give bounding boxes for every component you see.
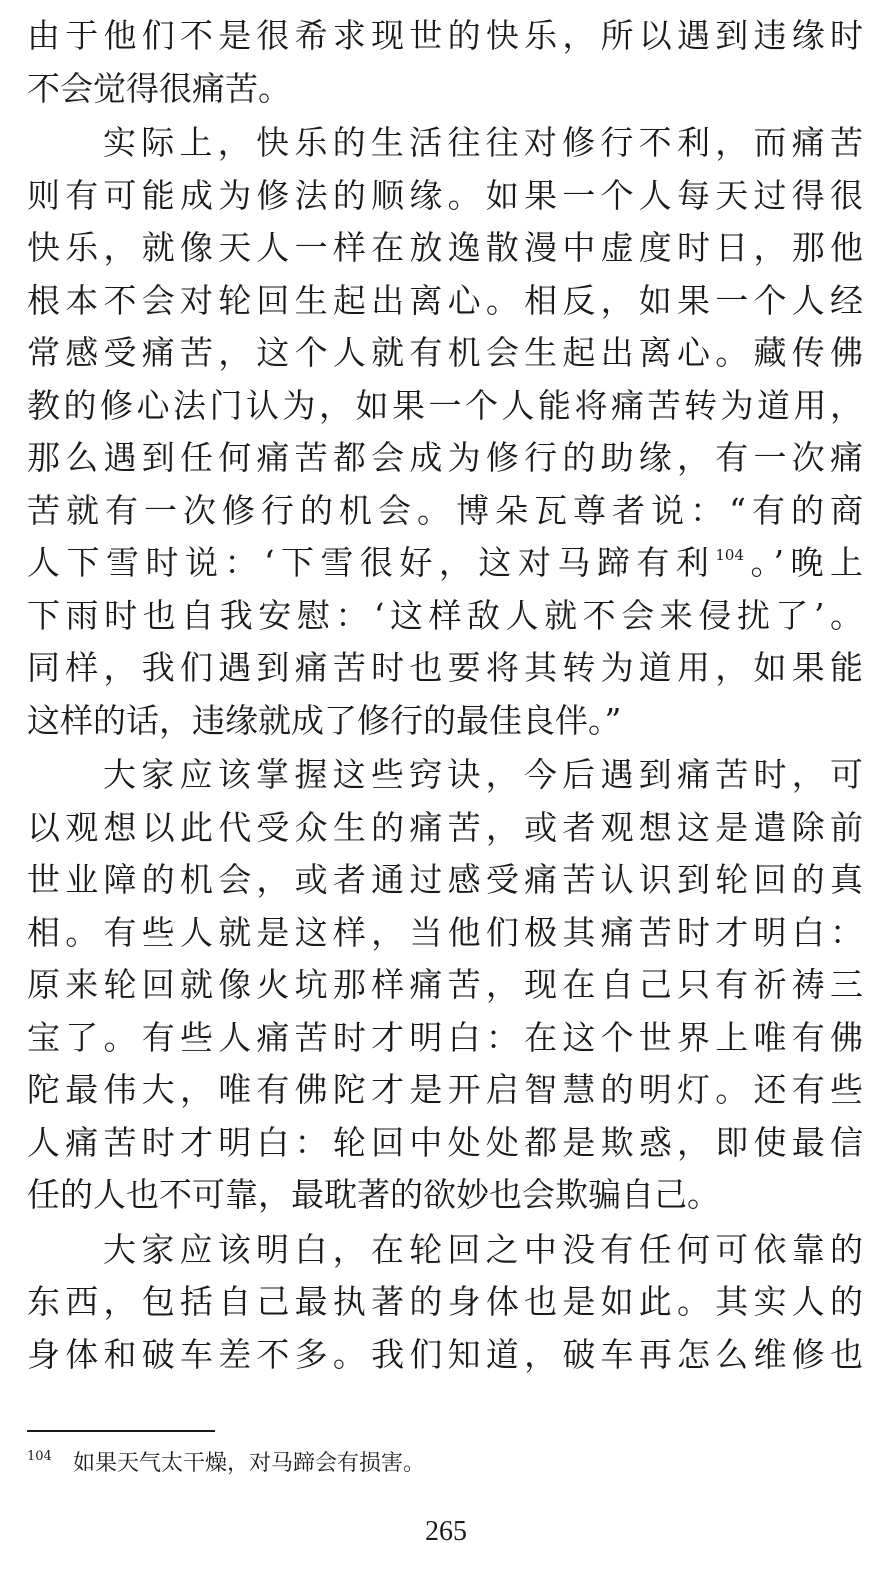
text-line: 世业障的机会，或者通过感受痛苦认识到轮回的真 [27, 860, 863, 899]
text-line: 原来轮回就像火坑那样痛苦，现在自己只有祈祷三 [27, 965, 863, 1004]
text-line: 根本不会对轮回生起出离心。相反，如果一个人经 [27, 280, 863, 320]
text-segment: 人下雪时说：‘下雪很好，这对马蹄有利 [27, 543, 716, 582]
text-line: 实际上，快乐的生活往往对修行不利，而痛苦 [103, 123, 863, 162]
text-line: 这样的话，违缘就成了修行的最佳良伴。” [27, 700, 622, 740]
text-line: 同样，我们遇到痛苦时也要将其转为道用，如果能 [27, 648, 863, 687]
footnote-reference[interactable]: 104 [715, 546, 745, 564]
text-line: 则有可能成为修法的顺缘。如果一个人每天过得很 [27, 175, 863, 215]
text-line: 常感受痛苦，这个人就有机会生起出离心。藏传佛 [27, 333, 863, 372]
page-number: 265 [425, 1516, 467, 1547]
footnote-divider [27, 1430, 215, 1432]
text-line: 由于他们不是很希求现世的快乐，所以遇到违缘时 [27, 16, 863, 55]
text-line: 大家应该掌握这些窍诀，今后遇到痛苦时，可 [103, 755, 863, 794]
text-line: 苦就有一次修行的机会。博朵瓦尊者说：“有的商 [27, 490, 863, 530]
text-line: 教的修心法门认为，如果一个人能将痛苦转为道用， [27, 385, 863, 425]
text-line: 身体和破车差不多。我们知道，破车再怎么维修也 [27, 1334, 863, 1374]
text-line: 不会觉得很痛苦。 [27, 68, 291, 108]
footnote-text: 如果天气太干燥，对马蹄会有损害。 [73, 1451, 426, 1476]
text-line-with-footnote [27, 537, 863, 590]
text-segment: 。’晚上 [744, 543, 863, 582]
text-line: 宝了。有些人痛苦时才明白：在这个世界上唯有佛 [27, 1017, 863, 1057]
footnote: 104 如果天气太干燥，对马蹄会有损害。 [27, 1449, 426, 1476]
text-line: 相。有些人就是这样，当他们极其痛苦时才明白： [27, 912, 863, 952]
text-line: 陀最伟大，唯有佛陀才是开启智慧的明灯。还有些 [27, 1070, 863, 1109]
text-line: 大家应该明白，在轮回之中没有任何可依靠的 [103, 1229, 863, 1269]
text-line: 那么遇到任何痛苦都会成为修行的助缘，有一次痛 [27, 438, 863, 477]
text-line: 下雨时也自我安慰：‘这样敌人就不会来侵扰了’。 [27, 595, 863, 635]
text-line: 以观想以此代受众生的痛苦，或者观想这是遣除前 [27, 807, 863, 847]
text-line: 东西，包括自己最执著的身体也是如此。其实人的 [27, 1282, 863, 1321]
text-line: 快乐，就像天人一样在放逸散漫中虚度时日，那他 [27, 228, 863, 267]
body-text [27, 10, 863, 1381]
text-line: 任的人也不可靠，最耽著的欲妙也会欺骗自己。 [27, 1175, 720, 1214]
text-line: 人痛苦时才明白：轮回中处处都是欺惑，即使最信 [27, 1122, 863, 1162]
